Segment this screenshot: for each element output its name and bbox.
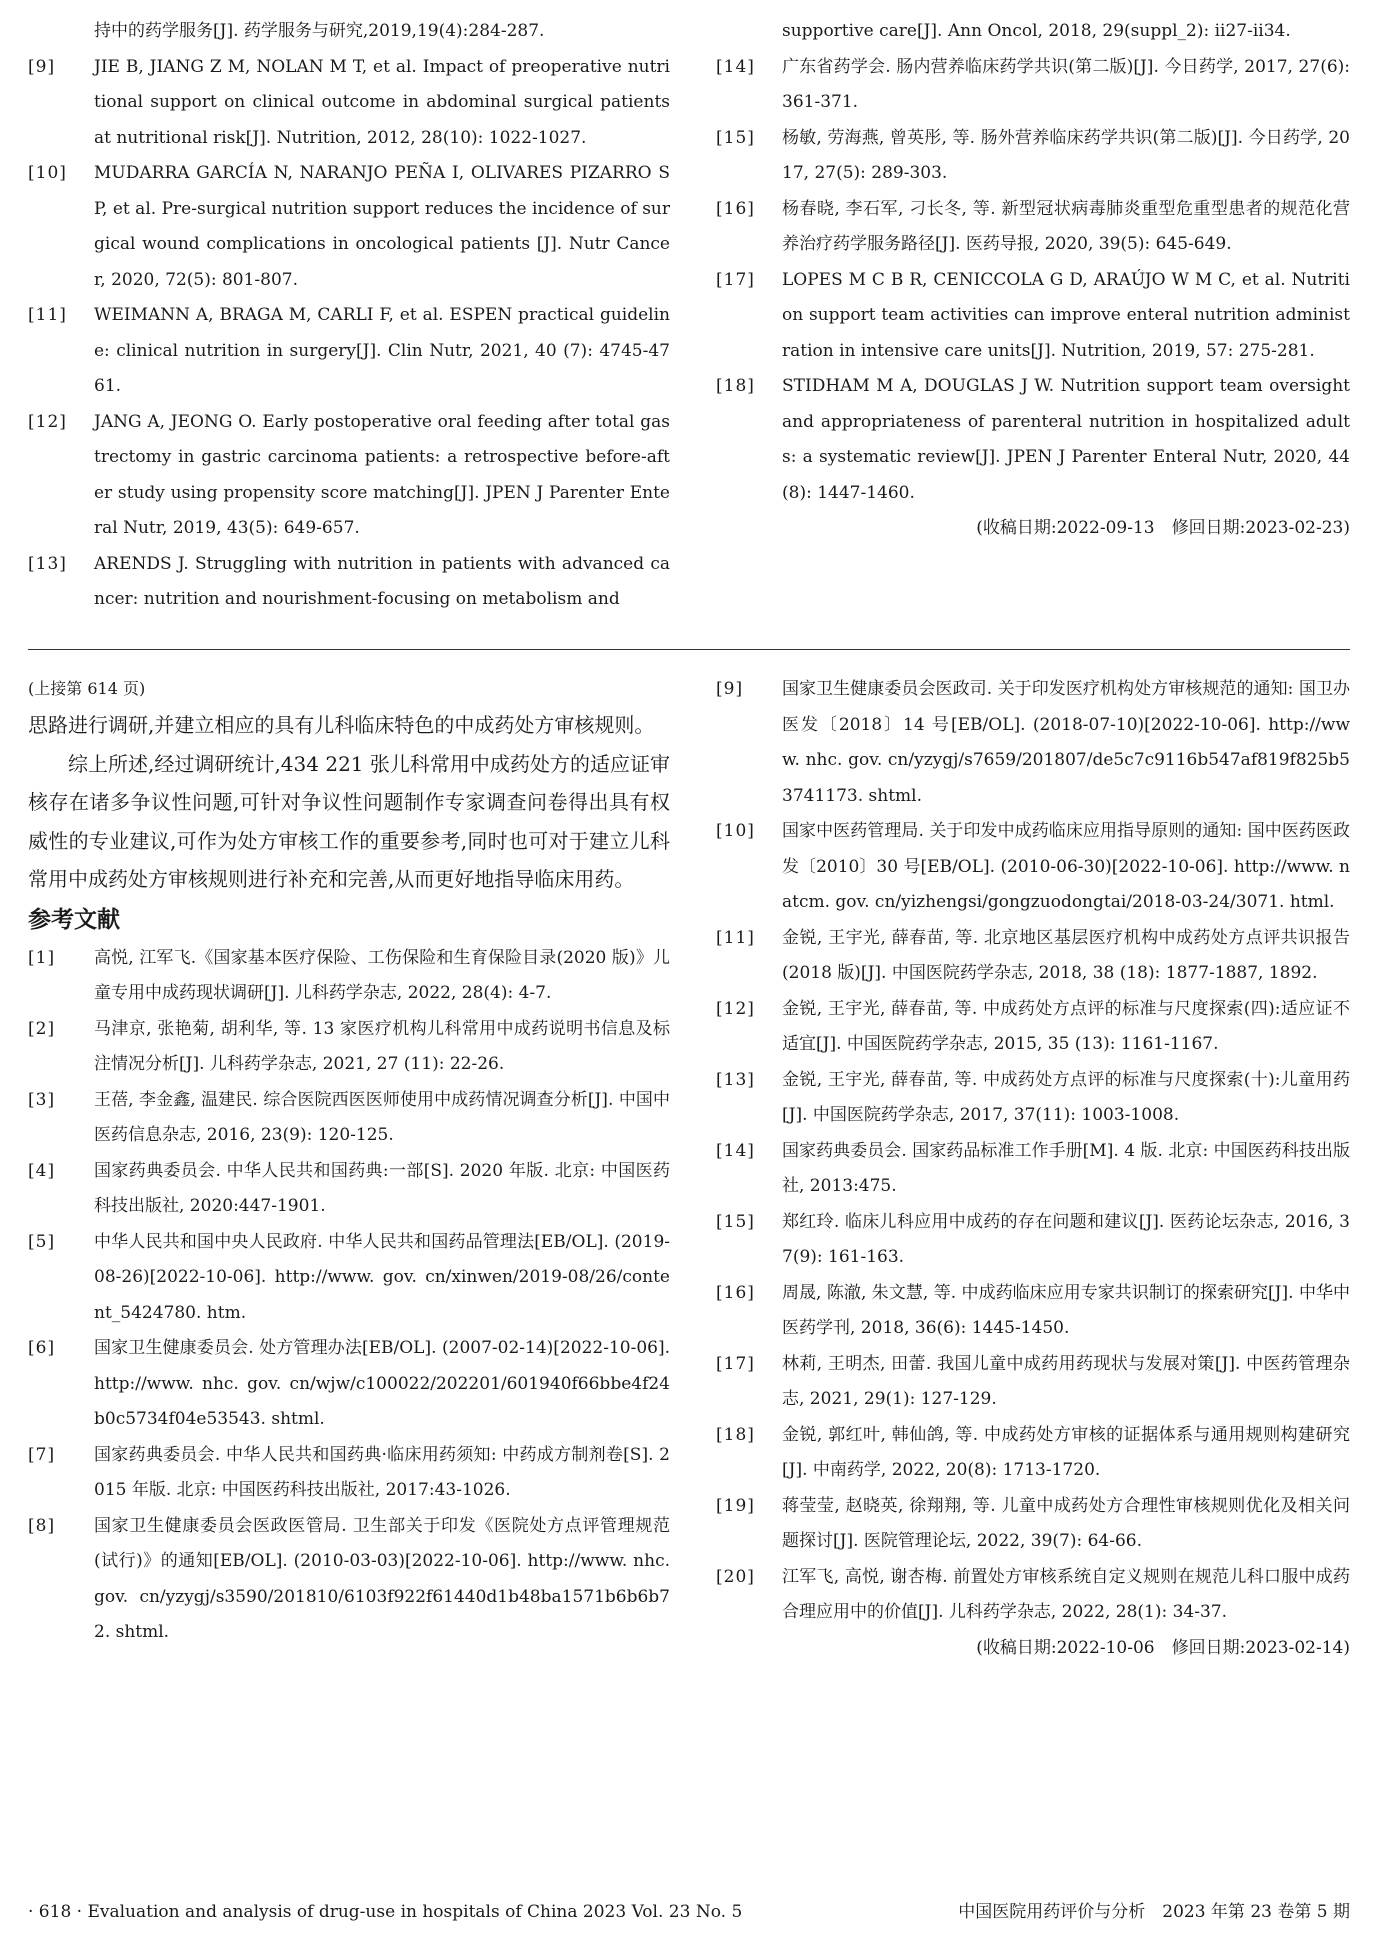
reference-text: 国家卫生健康委员会. 处方管理办法[EB/OL]. (2007-02-14)[2022-10-06]. http://www. nhc. gov. cn/wjw/c100022/202201/601940f66bbe4f24b0c5734f04e53543. shtml. [94, 1338, 670, 1429]
reference-text: 江军飞, 高悦, 谢杏梅. 前置处方审核系统自定义规则在规范儿科口服中成药合理应用中的价值[J]. 儿科药学杂志, 2022, 28(1): 34-37. [782, 1566, 1350, 1622]
reference-text: 王蓓, 李金鑫, 温建民. 综合医院西医医师使用中成药情况调查分析[J]. 中国中医药信息杂志, 2016, 23(9): 120-125. [94, 1089, 670, 1145]
reference-number: [9] [716, 679, 744, 699]
top-left-column [28, 14, 670, 618]
reference-item [716, 1418, 1350, 1489]
reference-number: [16] [716, 198, 755, 219]
reference-item [28, 50, 670, 157]
reference-item [716, 1347, 1350, 1418]
reference-text: 杨春晓, 李石军, 刁长冬, 等. 新型冠状病毒肺炎重型危重型患者的规范化营养治疗药学服务路径[J]. 医药导报, 2020, 39(5): 645-649. [782, 198, 1350, 254]
reference-number: [12] [716, 998, 755, 1019]
reference-number: [5] [28, 1231, 56, 1252]
reference-item [716, 921, 1350, 992]
reference-number: [16] [716, 1282, 755, 1303]
reference-number: [20] [716, 1566, 755, 1587]
reference-continuation: 持中的药学服务[J]. 药学服务与研究,2019,19(4):284-287. [94, 21, 545, 41]
reference-item [716, 992, 1350, 1063]
top-right-column [716, 14, 1350, 545]
body-paragraph: 思路进行调研,并建立相应的具有儿科临床特色的中成药处方审核规则。 [28, 713, 655, 737]
reference-number: [7] [28, 1444, 56, 1465]
reference-item [28, 1331, 670, 1438]
reference-number: [10] [716, 821, 755, 841]
reference-number: [19] [716, 1495, 755, 1516]
reference-text: 金锐, 王宇光, 薛春苗, 等. 北京地区基层医疗机构中成药处方点评共识报告(2018 版)[J]. 中国医院药学杂志, 2018, 38 (18): 1877-1887, 1892. [782, 927, 1350, 983]
reference-item [716, 369, 1350, 511]
reference-number: [14] [716, 56, 755, 77]
reference-number: [3] [28, 1089, 56, 1110]
continued-from-label: (上接第 614 页) [28, 679, 146, 698]
reference-text: 杨敏, 劳海燕, 曾英彤, 等. 肠外营养临床药学共识(第二版)[J]. 今日药学, 2017, 27(5): 289-303. [782, 127, 1350, 183]
reference-item [716, 1489, 1350, 1560]
reference-item [716, 1560, 1350, 1631]
reference-text: 广东省药学会. 肠内营养临床药学共识(第二版)[J]. 今日药学, 2017, 27(6): 361-371. [782, 56, 1350, 112]
reference-item [28, 298, 670, 405]
reference-number: [18] [716, 1424, 755, 1445]
reference-text: 金锐, 郭红叶, 韩仙鸽, 等. 中成药处方审核的证据体系与通用规则构建研究[J]. 中南药学, 2022, 20(8): 1713-1720. [782, 1424, 1350, 1480]
reference-number: [10] [28, 163, 67, 183]
reference-number: [2] [28, 1018, 56, 1039]
reference-number: [17] [716, 1353, 755, 1374]
reference-item [716, 672, 1350, 814]
reference-text: 林莉, 王明杰, 田蕾. 我国儿童中成药用药现状与发展对策[J]. 中医药管理杂志, 2021, 29(1): 127-129. [782, 1353, 1350, 1409]
reference-text: 金锐, 王宇光, 薛春苗, 等. 中成药处方点评的标准与尺度探索(十):儿童用药[J]. 中国医院药学杂志, 2017, 37(11): 1003-1008. [782, 1069, 1350, 1125]
reference-number: [18] [716, 376, 755, 396]
page-footer [28, 1896, 1350, 1928]
reference-number: [15] [716, 127, 755, 148]
reference-item [716, 1063, 1350, 1134]
reference-item [716, 1276, 1350, 1347]
reference-item [716, 1205, 1350, 1276]
references-heading: 参考文献 [28, 906, 120, 933]
reference-text: 马津京, 张艳菊, 胡利华, 等. 13 家医疗机构儿科常用中成药说明书信息及标注情况分析[J]. 儿科药学杂志, 2021, 27 (11): 22-26. [94, 1018, 670, 1074]
reference-item [716, 50, 1350, 121]
reference-text: LOPES M C B R, CENICCOLA G D, ARAÚJO W M C, et al. Nutrition support team activities can improve enteral nutrition administration in intensive care units[J]. Nutrition, 2019, 57: 275-281. [782, 269, 1350, 361]
reference-number: [11] [28, 305, 67, 325]
reference-number: [9] [28, 56, 56, 77]
reference-item [716, 121, 1350, 192]
reference-number: [6] [28, 1338, 56, 1358]
reference-text: 金锐, 王宇光, 薛春苗, 等. 中成药处方点评的标准与尺度探索(四):适应证不适宜[J]. 中国医院药学杂志, 2015, 35 (13): 1161-1167. [782, 998, 1350, 1054]
reference-text: 郑红玲. 临床儿科应用中成药的存在问题和建议[J]. 医药论坛杂志, 2016, 37(9): 161-163. [782, 1211, 1350, 1267]
reference-text: 国家药典委员会. 中华人民共和国药典·临床用药须知: 中药成方制剂卷[S]. 2015 年版. 北京: 中国医药科技出版社, 2017:43-1026. [94, 1444, 670, 1500]
reference-item [28, 156, 670, 298]
reference-number: [11] [716, 927, 755, 948]
reference-number: [15] [716, 1211, 755, 1232]
footer-english-journal: · 618 · Evaluation and analysis of drug-use in hospitals of China 2023 Vol. 23 No. 5 [28, 1902, 743, 1922]
reference-number: [12] [28, 411, 67, 432]
reference-item [28, 547, 670, 618]
reference-text: 国家卫生健康委员会医政司. 关于印发医疗机构处方审核规范的通知: 国卫办医发〔2018〕14 号[EB/OL]. (2018-07-10)[2022-10-06]. http://www. nhc. gov. cn/yzygj/s7659/201807/de5c7c9116b547af819f825b53741173. shtml. [782, 679, 1350, 806]
reference-item [716, 263, 1350, 370]
reference-item [28, 1154, 670, 1225]
reference-item [28, 405, 670, 547]
reference-text: 高悦, 江军飞.《国家基本医疗保险、工伤保险和生育保险目录(2020 版)》儿童专用中成药现状调研[J]. 儿科药学杂志, 2022, 28(4): 4-7. [94, 947, 670, 1003]
reference-item [716, 1134, 1350, 1205]
reference-text: 蒋莹莹, 赵晓英, 徐翔翔, 等. 儿童中成药处方合理性审核规则优化及相关问题探讨[J]. 医院管理论坛, 2022, 39(7): 64-66. [782, 1495, 1350, 1551]
reference-number: [13] [28, 553, 67, 574]
reference-text: 周晟, 陈澈, 朱文慧, 等. 中成药临床应用专家共识制订的探索研究[J]. 中华中医药学刊, 2018, 36(6): 1445-1450. [782, 1282, 1350, 1338]
reference-text: MUDARRA GARCÍA N, NARANJO PEÑA I, OLIVARES PIZARRO S P, et al. Pre-surgical nutrition support reduces the incidence of surgical wound complications in oncological patients [J]. Nutr Cancer, 2020, 72(5): 801-807. [94, 163, 670, 290]
reference-number: [1] [28, 947, 56, 968]
reference-number: [13] [716, 1069, 755, 1090]
reference-item [28, 1012, 670, 1083]
reference-item [28, 941, 670, 1012]
reference-number: [8] [28, 1515, 56, 1536]
reference-text: WEIMANN A, BRAGA M, CARLI F, et al. ESPEN practical guideline: clinical nutrition in surgery[J]. Clin Nutr, 2021, 40 (7): 4745-4761. [94, 305, 670, 396]
reference-text: 国家卫生健康委员会医政医管局. 卫生部关于印发《医院处方点评管理规范(试行)》的通知[EB/OL]. (2010-03-03)[2022-10-06]. http://www. nhc. gov. cn/yzygj/s3590/201810/6103f922f61440d1b48ba1571b6b6b72. shtml. [94, 1515, 670, 1642]
article-divider [28, 649, 1350, 650]
reference-continuation: supportive care[J]. Ann Oncol, 2018, 29(suppl_2): ii27-ii34. [782, 21, 1291, 41]
reference-text: ARENDS J. Struggling with nutrition in patients with advanced cancer: nutrition and nourishment-focusing on metabolism and [94, 553, 670, 609]
bottom-left-column [28, 672, 670, 1651]
reference-item [716, 814, 1350, 921]
received-revised-dates: (收稿日期:2022-10-06 修回日期:2023-02-14) [976, 1637, 1350, 1658]
reference-text: 国家中医药管理局. 关于印发中成药临床应用指导原则的通知: 国中医药医政发〔2010〕30 号[EB/OL]. (2010-06-30)[2022-10-06]. http://www. natcm. gov. cn/yizhengsi/gongzuodongtai/2018-03-24/3071. html. [782, 821, 1350, 912]
reference-item [28, 1083, 670, 1154]
reference-item [28, 1225, 670, 1332]
reference-text: 中华人民共和国中央人民政府. 中华人民共和国药品管理法[EB/OL]. (2019-08-26)[2022-10-06]. http://www. gov. cn/xinwen/2019-08/26/content_5424780. htm. [94, 1231, 670, 1323]
bottom-right-column [716, 672, 1350, 1665]
reference-number: [4] [28, 1160, 56, 1181]
footer-chinese-journal: 中国医院用药评价与分析 2023 年第 23 卷第 5 期 [958, 1902, 1350, 1922]
reference-number: [14] [716, 1140, 755, 1161]
reference-text: JIE B, JIANG Z M, NOLAN M T, et al. Impact of preoperative nutritional support on clinical outcome in abdominal surgical patients at nutritional risk[J]. Nutrition, 2012, 28(10): 1022-1027. [94, 56, 670, 148]
reference-item [716, 192, 1350, 263]
reference-item [28, 1509, 670, 1651]
reference-text: STIDHAM M A, DOUGLAS J W. Nutrition support team oversight and appropriateness of parenteral nutrition in hospitalized adults: a systematic review[J]. JPEN J Parenter Enteral Nutr, 2020, 44 (8): 1447-1460. [782, 376, 1350, 503]
body-paragraph: 综上所述,经过调研统计,434 221 张儿科常用中成药处方的适应证审核存在诸多争议性问题,可针对争议性问题制作专家调查问卷得出具有权威性的专业建议,可作为处方审核工作的重要参考,同时也可对于建立儿科常用中成药处方审核规则进行补充和完善,从而更好地指导临床用药。 [28, 751, 670, 891]
reference-item [28, 1438, 670, 1509]
reference-text: 国家药典委员会. 国家药品标准工作手册[M]. 4 版. 北京: 中国医药科技出版社, 2013:475. [782, 1140, 1350, 1196]
reference-text: 国家药典委员会. 中华人民共和国药典:一部[S]. 2020 年版. 北京: 中国医药科技出版社, 2020:447-1901. [94, 1160, 670, 1216]
reference-text: JANG A, JEONG O. Early postoperative oral feeding after total gastrectomy in gastric carcinoma patients: a retrospective before-after study using propensity score matching[J]. JPEN J Parenter Enteral Nutr, 2019, 43(5): 649-657. [94, 411, 670, 538]
received-revised-dates: (收稿日期:2022-09-13 修回日期:2023-02-23) [976, 518, 1350, 538]
reference-number: [17] [716, 269, 755, 290]
